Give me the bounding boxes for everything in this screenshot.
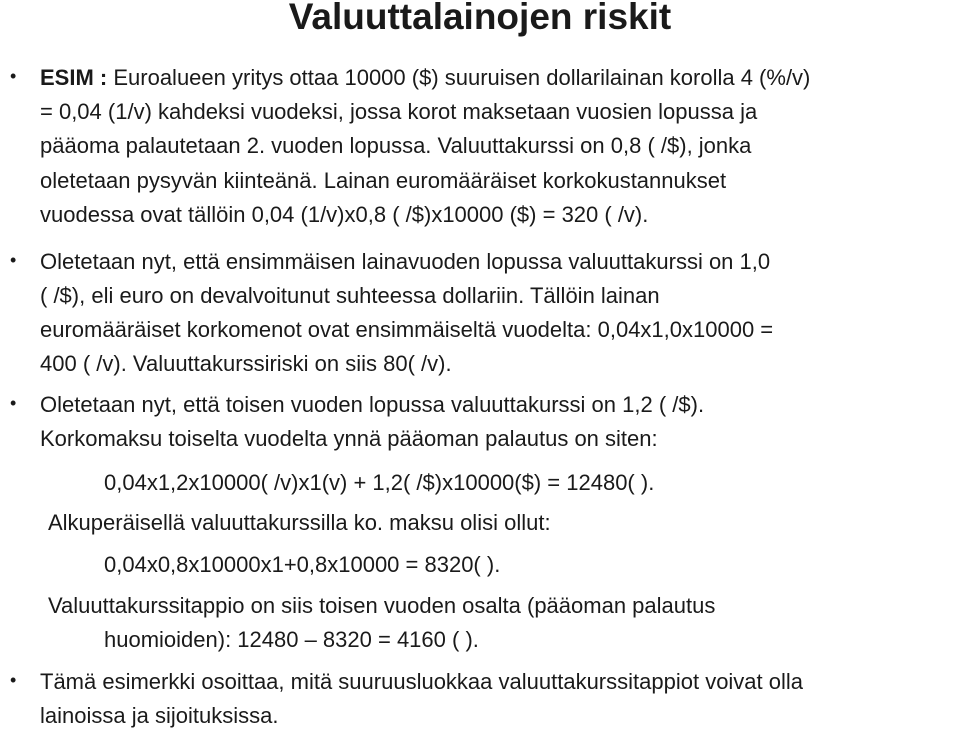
bullet-2-line-2: ( /$), eli euro on devalvoitunut suhteessa dollariin. Tällöin lainan	[40, 283, 660, 308]
formula-1: 0,04x1,2x10000( /v)x1(v) + 1,2( /$)x10000($) = 12480( ).	[104, 470, 655, 495]
bullet-1-line-1	[40, 61, 810, 95]
bullet-marker: •	[10, 393, 17, 413]
bullet-marker: •	[10, 250, 17, 270]
bullet-1-line-1-text: Euroalueen yritys ottaa 10000 ($) suuruisen dollarilainan korolla 4 (%/v)	[107, 65, 811, 90]
bullet-1-line-5: vuodessa ovat tällöin 0,04 (1/v)x0,8 ( /$)x10000 ($) = 320 ( /v).	[40, 202, 649, 227]
bullet-1-line-2: = 0,04 (1/v) kahdeksi vuodeksi, jossa korot maksetaan vuosien lopussa ja	[40, 99, 758, 124]
bullet-4-line-1: Tämä esimerkki osoittaa, mitä suuruusluokkaa valuuttakurssitappiot voivat olla	[40, 669, 804, 694]
bullet-2-line-3: euromääräiset korkomenot ovat ensimmäiseltä vuodelta: 0,04x1,0x10000 =	[40, 317, 774, 342]
bullet-1-line-3: pääoma palautetaan 2. vuoden lopussa. Valuuttakurssi on 0,8 ( /$), jonka	[40, 133, 752, 158]
bullet-4-line-2: lainoissa ja sijoituksissa.	[40, 703, 279, 728]
bullet-3-text-3: Valuuttakurssitappio on siis toisen vuoden osalta (pääoman palautus	[48, 593, 716, 618]
bullet-marker: •	[10, 66, 17, 86]
bullet-3-line-2: Korkomaksu toiselta vuodelta ynnä pääoman palautus on siten:	[40, 426, 658, 451]
example-label: ESIM :	[40, 65, 108, 90]
bullet-2-line-1: Oletetaan nyt, että ensimmäisen lainavuoden lopussa valuuttakurssi on 1,0	[40, 249, 771, 274]
bullet-1-line-4: oletetaan pysyvän kiinteänä. Lainan euromääräiset korkokustannukset	[40, 168, 727, 193]
bullet-2-line-4: 400 ( /v). Valuuttakurssiriski on siis 80( /v).	[40, 351, 452, 376]
bullet-3-text-2: Alkuperäisellä valuuttakurssilla ko. maksu olisi ollut:	[48, 510, 551, 535]
formula-2: 0,04x0,8x10000x1+0,8x10000 = 8320( ).	[104, 552, 501, 577]
bullet-marker: •	[10, 670, 17, 690]
bullet-3-line-1: Oletetaan nyt, että toisen vuoden lopussa valuuttakurssi on 1,2 ( /$).	[40, 392, 705, 417]
slide-title: Valuuttalainojen riskit	[288, 0, 672, 37]
bullet-3-text-4: huomioiden): 12480 – 8320 = 4160 ( ).	[104, 627, 479, 652]
